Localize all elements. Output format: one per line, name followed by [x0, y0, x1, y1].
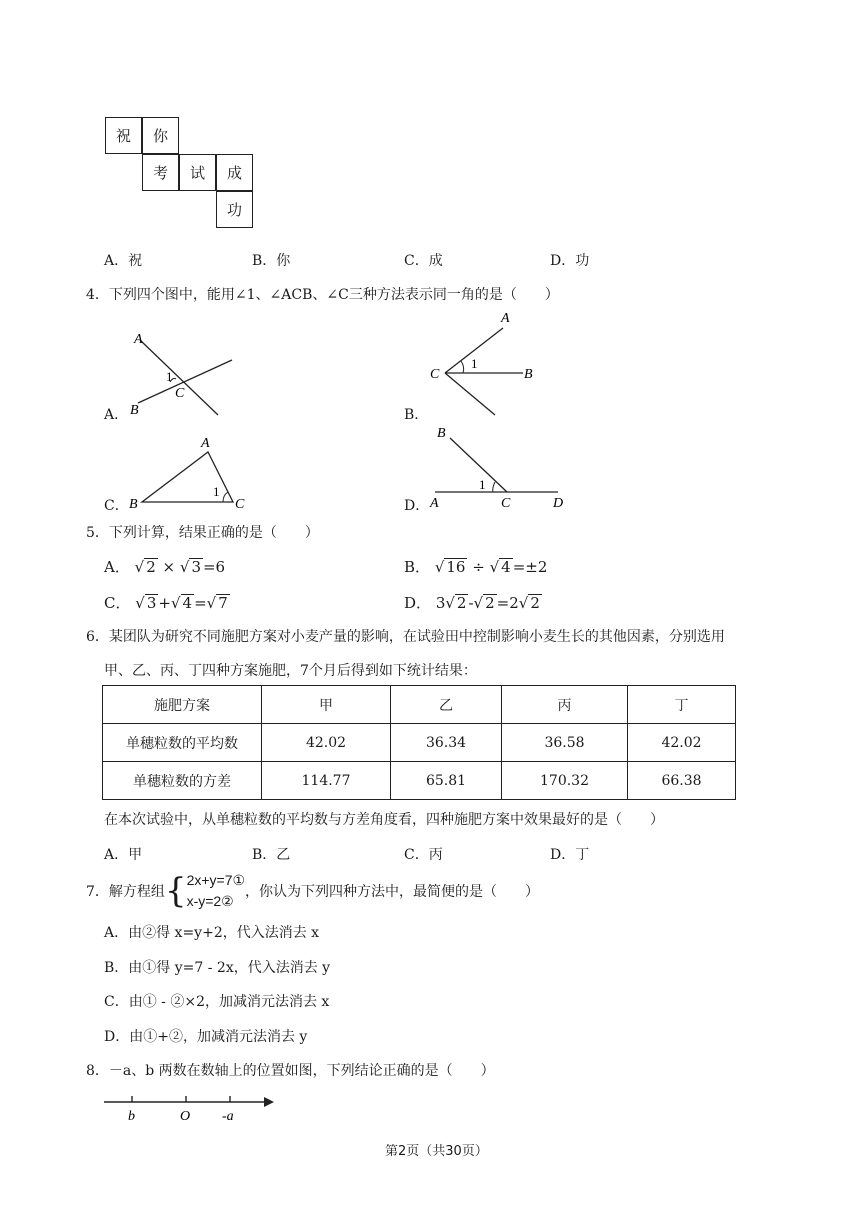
option-a: A．祝 — [104, 253, 143, 269]
figure-c — [125, 432, 260, 512]
table-header: 施肥方案 — [103, 686, 262, 724]
question-7-stem: 7．解方程组 { 2x+y=7① x-y=2② ，你认为下列四种方法中，最简便的是（ ） — [86, 871, 540, 911]
table-header: 乙 — [391, 686, 502, 724]
label-1: 1 — [479, 477, 486, 492]
table-cell: 42.02 — [628, 724, 736, 762]
table-row — [103, 724, 736, 762]
radicand: 2 — [485, 594, 495, 612]
option-a-letter: A． — [104, 407, 129, 423]
label-b: b — [128, 1109, 135, 1124]
table-row — [103, 762, 736, 800]
label-b: B — [130, 403, 139, 418]
data-table — [102, 685, 736, 800]
label-1: 1 — [213, 484, 220, 499]
table-cell: 单穗粒数的方差 — [103, 762, 262, 800]
label-d: D — [553, 496, 564, 511]
table-cell: 65.81 — [391, 762, 502, 800]
table-cell: 66.38 — [628, 762, 736, 800]
option-a: A．由②得 x=y+2，代入法消去 x — [104, 925, 320, 941]
label-b: B — [129, 497, 138, 512]
label-1: 1 — [471, 356, 478, 371]
net-cell: 试 — [179, 154, 216, 191]
table-cell: 42.02 — [262, 724, 391, 762]
table-cell: 114.77 — [262, 762, 391, 800]
radicand: 2 — [456, 594, 467, 612]
table-cell: 单穗粒数的平均数 — [103, 724, 262, 762]
label-a: A — [201, 436, 210, 451]
label-c: C — [235, 497, 245, 512]
table-header: 甲 — [262, 686, 391, 724]
option-b: B． √ 16 ÷ √ 4 =±2 — [404, 558, 548, 576]
option-d: D．功 — [550, 253, 590, 269]
option-c: C．由① - ②×2，加减消元法消去 x — [104, 994, 330, 1010]
figure-b — [425, 305, 555, 420]
option-b-letter: B． — [404, 407, 429, 423]
figure-d — [425, 420, 575, 512]
table-header: 丁 — [628, 686, 736, 724]
net-cell: 考 — [142, 154, 179, 191]
question-6-stem-line1: 6．某团队为研究不同施肥方案对小麦产量的影响，在试验田中控制影响小麦生长的其他因素，分别选用 — [86, 629, 725, 645]
net-cell: 功 — [216, 191, 253, 228]
option-b: B．由①得 y=7 - 2x，代入法消去 y — [104, 960, 331, 976]
brace: { — [164, 871, 187, 911]
radicand: 2 — [530, 594, 540, 612]
figure-a — [120, 325, 250, 425]
option-d: D．丁 — [550, 847, 590, 863]
net-cell: 成 — [216, 154, 253, 191]
label-c: C — [175, 386, 185, 401]
option-c: C．丙 — [404, 847, 443, 863]
option-b: B．你 — [252, 253, 291, 269]
label-b: B — [437, 426, 446, 441]
label-a: A — [134, 332, 143, 347]
question-4-stem: 4．下列四个图中，能用∠1、∠ACB、∠C三种方法表示同一角的是（ ） — [86, 287, 559, 303]
table-cell: 36.58 — [502, 724, 628, 762]
option-a: A． √ 2 × √ 3 =6 — [104, 558, 226, 576]
radicand: 2 — [146, 558, 156, 576]
net-cell: 你 — [142, 117, 179, 154]
table-header: 丙 — [502, 686, 628, 724]
option-c-letter: C． — [104, 498, 129, 514]
label-b: B — [524, 367, 533, 382]
label-a: A — [430, 496, 439, 511]
table-cell: 36.34 — [391, 724, 502, 762]
option-d-letter: D． — [404, 498, 430, 514]
option-d: D． 3√ 2 -√ 2 =2√ 2 — [404, 594, 540, 612]
number-line — [100, 1092, 280, 1128]
question-8-stem: 8．－a、b 两数在数轴上的位置如图，下列结论正确的是（ ） — [86, 1063, 495, 1079]
radicand: 3 — [191, 558, 201, 576]
label-o: O — [180, 1109, 191, 1124]
question-5-stem: 5．下列计算，结果正确的是（ ） — [86, 525, 319, 541]
label-c: C — [430, 367, 440, 382]
option-c: C．成 — [404, 253, 443, 269]
radicand: 4 — [501, 558, 511, 576]
question-6-stem-line2: 甲、乙、丙、丁四种方案施肥，7个月后得到如下统计结果： — [104, 663, 477, 679]
label-a: A — [501, 311, 510, 326]
equation-system: 2x+y=7① x-y=2② — [186, 872, 246, 909]
option-d: D．由①+②，加减消元法消去 y — [104, 1029, 308, 1045]
radicand: 7 — [218, 594, 228, 612]
radicand: 16 — [446, 558, 466, 576]
option-a: A．甲 — [104, 847, 143, 863]
page-footer: 第2页（共30页） — [385, 1144, 488, 1159]
radicand: 3 — [146, 594, 157, 612]
table-cell: 170.32 — [502, 762, 628, 800]
label-c: C — [501, 496, 511, 511]
option-c: C． √ 3 +√ 4 =√ 7 — [104, 594, 228, 612]
table-header-row — [103, 686, 736, 724]
option-b: B．乙 — [252, 847, 291, 863]
net-cell: 祝 — [105, 117, 142, 154]
label-neg-a: -a — [222, 1109, 234, 1124]
question-6-question: 在本次试验中，从单穗粒数的平均数与方差角度看，四种施肥方案中效果最好的是（ ） — [104, 812, 664, 828]
radicand: 4 — [182, 594, 193, 612]
label-1: 1 — [166, 369, 173, 384]
